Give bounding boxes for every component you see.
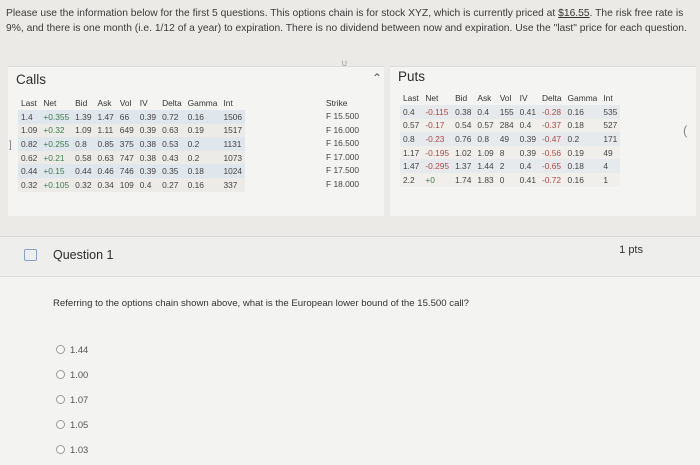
puts-cell-ask: 1.09 (474, 146, 496, 160)
calls-header-delta: Delta (162, 98, 182, 108)
calls-cell-int: 1517 (220, 124, 245, 138)
calls-cell-vol: 746 (117, 164, 137, 178)
calls-cell-net: +0.15 (40, 164, 72, 178)
puts-cell-delta: -0.56 (539, 146, 565, 160)
puts-cell-last: 0.4 (400, 105, 422, 119)
question-points: 1 pts (619, 244, 643, 256)
puts-cell-iv: 0.41 (517, 173, 539, 187)
calls-cell-vol: 66 (117, 110, 137, 124)
puts-cell-vol: 49 (497, 132, 517, 146)
puts-cell-int: 527 (600, 119, 620, 133)
strike-value: F 17.500 (326, 165, 360, 176)
puts-cell-ask: 0.8 (474, 132, 496, 146)
instructions-part1: Please use the information below for the first 5 questions. This options chain is for stock XYZ, which is currently priced at (6, 8, 559, 19)
table-row (400, 173, 620, 187)
calls-cell-ask: 0.34 (94, 178, 116, 192)
calls-cell-bid: 0.32 (72, 178, 94, 192)
radio-icon[interactable] (56, 420, 65, 429)
calls-cell-bid: 1.09 (72, 124, 94, 138)
calls-cell-vol: 747 (117, 151, 137, 165)
puts-cell-vol: 2 (497, 159, 517, 173)
puts-cell-int: 1 (600, 173, 620, 187)
radio-icon[interactable] (56, 370, 65, 379)
calls-cell-bid: 0.44 (72, 164, 94, 178)
calls-cell-net: +0.355 (40, 110, 72, 124)
calls-cell-vol: 109 (117, 178, 137, 192)
puts-cell-delta: -0.37 (539, 119, 565, 133)
calls-cell-iv: 0.39 (137, 164, 159, 178)
bracket-mark: ( (683, 123, 688, 138)
puts-cell-gamma: 0.16 (565, 173, 601, 187)
calls-cell-gamma: 0.16 (185, 178, 221, 192)
puts-cell-vol: 8 (497, 146, 517, 160)
calls-cell-delta: 0.35 (159, 164, 185, 178)
answer-option[interactable] (56, 344, 88, 355)
puts-cell-iv: 0.39 (517, 132, 539, 146)
table-row (18, 164, 245, 178)
puts-cell-gamma: 0.16 (565, 105, 601, 119)
puts-cell-net: -0.17 (422, 119, 452, 133)
puts-cell-net: +0 (422, 173, 452, 187)
calls-header-last: Last (21, 98, 37, 108)
calls-cell-bid: 0.8 (72, 137, 94, 151)
answer-label: 1.03 (70, 444, 89, 455)
radio-icon[interactable] (56, 395, 65, 404)
answer-label: 1.44 (70, 344, 89, 355)
puts-cell-vol: 284 (497, 119, 517, 133)
calls-cell-net: +0.21 (40, 151, 72, 165)
puts-cell-delta: -0.28 (539, 105, 565, 119)
puts-header-bid: Bid (455, 93, 468, 103)
strike-value: F 16.000 (326, 124, 360, 135)
calls-cell-ask: 0.63 (94, 151, 116, 165)
question-header (0, 237, 700, 277)
radio-icon[interactable] (56, 445, 65, 454)
puts-cell-bid: 1.37 (452, 159, 474, 173)
puts-cell-ask: 1.44 (474, 159, 496, 173)
calls-cell-vol: 375 (117, 137, 137, 151)
answer-label: 1.05 (70, 419, 89, 430)
table-row (400, 119, 620, 133)
table-row (18, 178, 245, 192)
calls-cell-last: 0.82 (18, 137, 40, 151)
puts-cell-iv: 0.39 (517, 146, 539, 160)
calls-cell-int: 1131 (220, 137, 245, 151)
instructions-text (6, 6, 694, 36)
puts-cell-gamma: 0.19 (565, 146, 601, 160)
puts-cell-int: 4 (600, 159, 620, 173)
answer-option[interactable] (56, 444, 88, 455)
calls-cell-ask: 0.85 (94, 137, 116, 151)
table-row (400, 146, 620, 160)
strike-value: F 17.000 (326, 151, 360, 162)
puts-cell-iv: 0.41 (517, 105, 539, 119)
puts-cell-ask: 1.83 (474, 173, 496, 187)
answer-option[interactable] (56, 394, 88, 405)
strike-value: F 18.000 (326, 178, 360, 189)
puts-cell-last: 0.8 (400, 132, 422, 146)
calls-header-int: Int (223, 98, 233, 108)
table-row (18, 137, 245, 151)
answer-option[interactable] (56, 419, 88, 430)
question-text: Referring to the options chain shown above, what is the European lower bound of the 15.500 call? (53, 298, 470, 309)
puts-cell-vol: 0 (497, 173, 517, 187)
calls-cell-gamma: 0.16 (185, 110, 221, 124)
calls-cell-ask: 1.47 (94, 110, 116, 124)
puts-cell-bid: 0.38 (452, 105, 474, 119)
puts-title: Puts (398, 69, 426, 84)
calls-cell-gamma: 0.2 (185, 151, 221, 165)
puts-header-gamma: Gamma (567, 93, 598, 103)
puts-cell-bid: 1.74 (452, 173, 474, 187)
instructions-part2: . The risk free rate is 9%, and there is one month (i.e. 1/12 of a year) to expiration. There is no dividend between now and expiration. Use the "last" price for each question. (6, 8, 687, 34)
answer-label: 1.07 (70, 394, 89, 405)
calls-cell-last: 1.4 (18, 110, 40, 124)
chevron-up-icon[interactable]: ⌃ (372, 71, 383, 85)
puts-table (400, 91, 620, 187)
puts-cell-vol: 155 (497, 105, 517, 119)
table-row (18, 124, 245, 138)
calls-cell-last: 0.44 (18, 164, 40, 178)
puts-cell-last: 0.57 (400, 119, 422, 133)
puts-cell-net: -0.115 (422, 105, 452, 119)
calls-cell-int: 1506 (220, 110, 245, 124)
puts-cell-iv: 0.4 (517, 119, 539, 133)
margin-mark: ] (9, 140, 12, 151)
calls-cell-iv: 0.39 (137, 124, 159, 138)
calls-header-iv: IV (139, 98, 148, 108)
calls-cell-int: 1024 (220, 164, 245, 178)
puts-cell-bid: 0.54 (452, 119, 474, 133)
calls-cell-net: +0.105 (40, 178, 72, 192)
puts-cell-int: 49 (600, 146, 620, 160)
calls-cell-iv: 0.38 (137, 137, 159, 151)
strike-value: F 16.500 (326, 138, 360, 149)
calls-header-bid: Bid (75, 98, 88, 108)
calls-cell-ask: 1.11 (94, 124, 116, 138)
calls-cell-gamma: 0.18 (185, 164, 221, 178)
puts-cell-bid: 0.76 (452, 132, 474, 146)
puts-cell-iv: 0.4 (517, 159, 539, 173)
radio-icon[interactable] (56, 345, 65, 354)
calls-cell-delta: 0.27 (159, 178, 185, 192)
puts-header-net: Net (425, 93, 439, 103)
strike-header: Strike (326, 98, 348, 108)
calls-cell-last: 0.32 (18, 178, 40, 192)
calls-cell-delta: 0.63 (159, 124, 185, 138)
puts-cell-last: 1.17 (400, 146, 422, 160)
puts-header-iv: IV (519, 93, 528, 103)
calls-header-gamma: Gamma (187, 98, 218, 108)
calls-cell-gamma: 0.19 (185, 124, 221, 138)
calls-cell-delta: 0.43 (159, 151, 185, 165)
puts-cell-int: 535 (600, 105, 620, 119)
calls-table (18, 96, 245, 192)
calls-cell-last: 1.09 (18, 124, 40, 138)
puts-cell-delta: -0.47 (539, 132, 565, 146)
table-row (400, 159, 620, 173)
puts-header-vol: Vol (499, 93, 512, 103)
calls-cell-ask: 0.46 (94, 164, 116, 178)
table-row (18, 151, 245, 165)
calls-cell-int: 337 (220, 178, 245, 192)
puts-cell-delta: -0.65 (539, 159, 565, 173)
puts-header-last: Last (403, 93, 419, 103)
calls-cell-last: 0.62 (18, 151, 40, 165)
calls-header-vol: Vol (119, 98, 132, 108)
puts-header-int: Int (603, 93, 613, 103)
calls-cell-gamma: 0.2 (185, 137, 221, 151)
calls-cell-bid: 0.58 (72, 151, 94, 165)
puts-cell-gamma: 0.18 (565, 159, 601, 173)
calls-cell-delta: 0.72 (159, 110, 185, 124)
puts-cell-net: -0.195 (422, 146, 452, 160)
calls-cell-vol: 649 (117, 124, 137, 138)
puts-header-delta: Delta (541, 93, 562, 103)
stock-price: $16.55 (558, 8, 590, 19)
puts-cell-net: -0.295 (422, 159, 452, 173)
puts-cell-delta: -0.72 (539, 173, 565, 187)
calls-cell-bid: 1.39 (72, 110, 94, 124)
puts-cell-gamma: 0.2 (565, 132, 601, 146)
calls-title: Calls (16, 72, 47, 87)
flag-icon[interactable] (24, 249, 37, 261)
table-row (18, 110, 245, 124)
strike-column (326, 96, 359, 192)
calls-cell-iv: 0.39 (137, 110, 159, 124)
calls-header-net: Net (43, 98, 57, 108)
question-card (0, 236, 700, 465)
puts-cell-last: 2.2 (400, 173, 422, 187)
calls-cell-delta: 0.53 (159, 137, 185, 151)
puts-cell-ask: 0.57 (474, 119, 496, 133)
question-title: Question 1 (53, 248, 114, 262)
puts-cell-bid: 1.02 (452, 146, 474, 160)
puts-cell-gamma: 0.18 (565, 119, 601, 133)
calls-cell-net: +0.32 (40, 124, 72, 138)
puts-header-ask: Ask (477, 93, 492, 103)
tick-mark: ∪ (341, 58, 348, 68)
answer-option[interactable] (56, 369, 88, 380)
table-row (400, 132, 620, 146)
answer-label: 1.00 (70, 369, 89, 380)
calls-cell-int: 1073 (220, 151, 245, 165)
puts-cell-last: 1.47 (400, 159, 422, 173)
puts-cell-int: 171 (600, 132, 620, 146)
calls-header-ask: Ask (97, 98, 112, 108)
table-row (400, 105, 620, 119)
strike-value: F 15.500 (326, 111, 360, 121)
puts-cell-net: -0.23 (422, 132, 452, 146)
puts-cell-ask: 0.4 (474, 105, 496, 119)
calls-cell-iv: 0.38 (137, 151, 159, 165)
calls-cell-net: +0.255 (40, 137, 72, 151)
calls-cell-iv: 0.4 (137, 178, 159, 192)
